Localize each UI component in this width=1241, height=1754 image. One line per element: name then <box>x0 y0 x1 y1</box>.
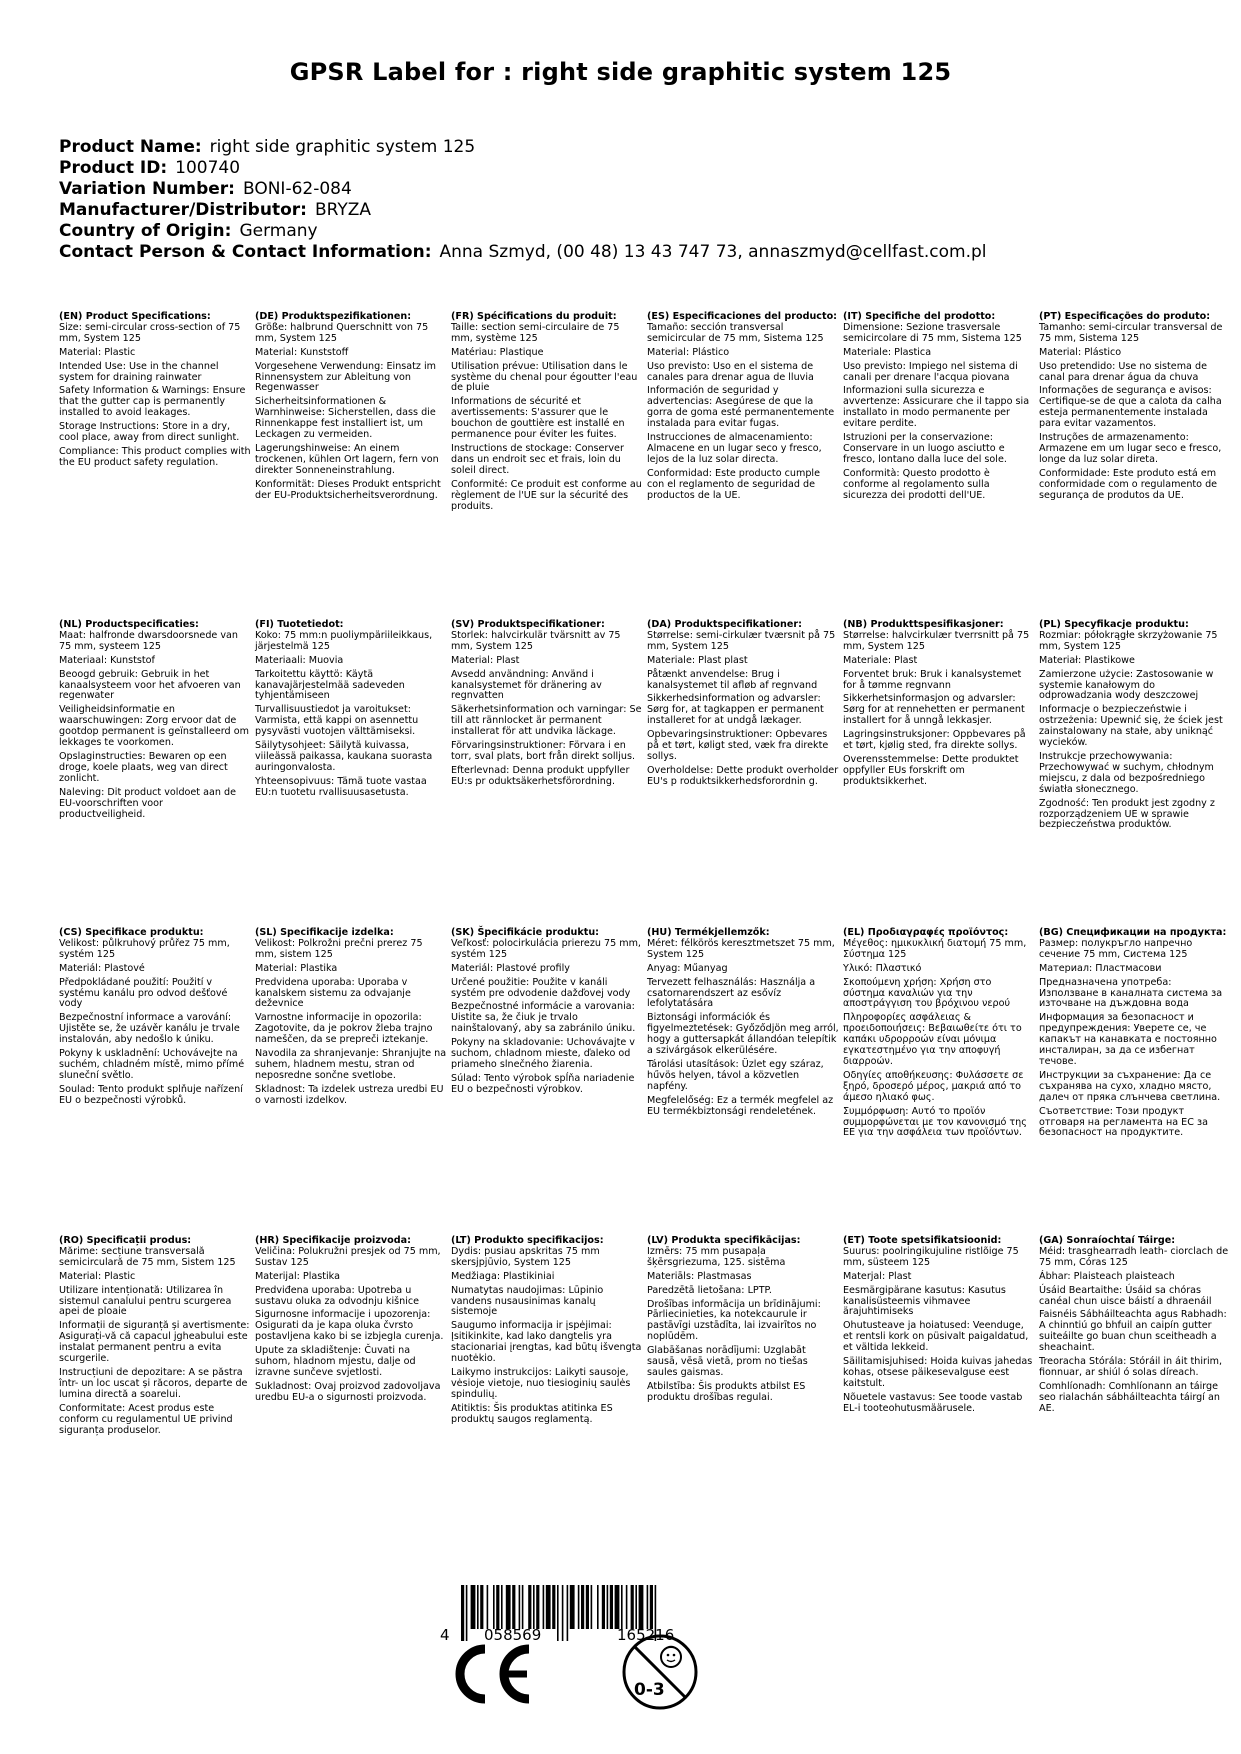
spec-item: Biztonsági információk és figyelmeztetések: Győződjön meg arról, hogy a guttersapkát állandóan telepítik a szivárgások elkerülésére. <box>647 1012 839 1057</box>
spec-item: Sukladnost: Ovaj proizvod zadovoljava uredbu EU-a o sigurnosti proizvoda. <box>255 1380 441 1403</box>
barcode-bar <box>586 1585 589 1629</box>
barcode-bar <box>501 1585 503 1629</box>
barcode-bar <box>570 1585 575 1629</box>
spec-item: Upute za skladištenje: Čuvati na suhom, hladnom mjestu, dalje od izravne sunčeve svjetlosti. <box>255 1345 416 1378</box>
spec-header: (GA) Sonraíochtaí Táirge: <box>1039 1235 1176 1246</box>
spec-header: (CS) Specifikace produktu: <box>59 927 204 938</box>
spec-item: Material: Plástico <box>1039 346 1122 358</box>
spec-item: Instructions de stockage: Conserver dans un endroit sec et frais, loin du soleil direct. <box>451 442 624 476</box>
spec-item: Opslaginstructies: Bewaren op een droge, koele plaats, weg van direct zonlicht. <box>59 750 228 784</box>
spec-item: Velikost: Polkrožni prečni prerez 75 mm, sistem 125 <box>255 937 423 960</box>
spec-item: Tervezett felhasználás: Használja a csatornarendszert az esővíz lefolytatására <box>647 976 816 1010</box>
spec-item: Информация за безопасност и предупреждения: Уверете се, че капакът на канавката е постоянно инсталиран, за да се избегнат течове. <box>1039 1012 1217 1067</box>
spec-item: Intended Use: Use in the channel system for draining rainwater <box>59 360 219 383</box>
spec-block <box>647 1236 843 1544</box>
info-value: BRYZA <box>314 200 371 220</box>
barcode-bar <box>635 1585 637 1629</box>
barcode-bar <box>528 1585 531 1629</box>
spec-item: Säilitamisjuhised: Hoida kuivas jahedas kohas, otsese päikesevalguse eest kaitstult. <box>843 1356 1033 1389</box>
spec-item: Předpokládané použití: Použití v systému kanálu pro odvod dešťové vody <box>59 976 228 1010</box>
barcode-bar <box>461 1585 464 1641</box>
spec-header: (SK) Špecifikácie produktu: <box>451 927 600 938</box>
barcode-bar <box>477 1585 479 1629</box>
spec-header: (HU) Termékjellemzők: <box>647 927 770 938</box>
barcode-bar <box>480 1585 483 1629</box>
spec-item: Informacje o bezpieczeństwie i ostrzeżenia: Upewnić się, że ściek jest zainstalowany na stałe, aby uniknąć wycieków. <box>1039 704 1223 749</box>
age-range-text: 0-3 <box>634 1680 665 1700</box>
barcode-bar <box>578 1585 580 1629</box>
spec-header: (FR) Spécifications du produit: <box>451 311 617 322</box>
spec-item: Utilizare intenționată: Utilizarea în sistemul canalului pentru scurgerea apei de ploaie <box>59 1284 232 1318</box>
spec-block <box>59 620 255 928</box>
spec-item: Conformidade: Este produto está em conformidade com o regulamento de segurança de produtos da UE. <box>1039 467 1218 501</box>
spec-item: Ábhar: Plaisteach plaisteach <box>1039 1270 1175 1282</box>
spec-item: Pokyny na skladovanie: Uchovávajte v suchom, chladnom mieste, ďaleko od priameho slnečného žiarenia. <box>451 1037 635 1070</box>
spec-row <box>59 1236 1239 1544</box>
spec-item: Materiale: Plast <box>843 654 918 666</box>
barcode-bar <box>519 1585 521 1629</box>
spec-item: Materiál: Plastové <box>59 962 145 974</box>
spec-item: Συμμόρφωση: Αυτό το προϊόν συμμορφώνεται με τον κανονισμό της ΕΕ για την ασφάλεια των προϊόντων. <box>843 1105 1027 1139</box>
barcode-bar <box>647 1585 649 1629</box>
info-row <box>59 242 987 263</box>
spec-block <box>59 928 255 1236</box>
spec-item: Tamaño: sección transversal semicircular de 75 mm, Sistema 125 <box>647 321 824 344</box>
spec-item: Comhlíonadh: Comhlíonann an táirge seo rialachán sábháilteachta táirgí an AE. <box>1039 1380 1220 1414</box>
spec-item: Υλικό: Πλαστικό <box>843 962 922 974</box>
spec-item: Atbilstība: Šis produkts atbilst ES produktu drošības regulai. <box>647 1380 806 1403</box>
barcode-bar <box>496 1585 499 1629</box>
spec-item: Storage Instructions: Store in a dry, cool place, away from direct sunlight. <box>59 421 240 444</box>
not-for-children-0-3-icon <box>621 1633 699 1711</box>
spec-item: Megfelelőség: Ez a termék megfelel az EU termékbiztonsági rendeletének. <box>647 1094 834 1117</box>
spec-row <box>59 620 1239 928</box>
spec-item: Съответствие: Този продукт отговаря на регламента на ЕС за безопасност на продуктите. <box>1039 1105 1208 1139</box>
spec-block <box>1039 620 1235 928</box>
spec-item: Material: Plástico <box>647 346 730 358</box>
spec-block <box>1039 1236 1235 1544</box>
spec-item: Drošības informācija un brīdinājumi: Pārliecinieties, ka notekcaurule ir pastāvīgi uzstādīta, lai izvairītos no noplūdēm. <box>647 1298 821 1343</box>
info-value: Anna Szmyd, (00 48) 13 43 747 73, annaszmyd@cellfast.com.pl <box>439 242 987 262</box>
spec-item: Atitiktis: Šis produktas atitinka ES produktų saugos reglamentą. <box>451 1402 613 1425</box>
barcode-bar <box>621 1585 623 1629</box>
spec-item: Vorgesehene Verwendung: Einsatz im Rinnensystem zur Ableitung von Regenwasser <box>255 360 437 394</box>
spec-item: Forventet bruk: Bruk i kanalsystemet for å tømme regnvann <box>843 668 1022 691</box>
spec-item: Veľkosť: polocirkulácia prierezu 75 mm, systém 125 <box>451 937 641 960</box>
spec-block <box>451 312 647 620</box>
spec-item: Conformidad: Este producto cumple con el reglamento de seguridad de productos de la UE. <box>647 467 820 501</box>
spec-item: Bezpečnostní informace a varování: Ujistěte se, že uzávěr kanálu je trvale instalován, aby nedošlo k úniku. <box>59 1012 240 1046</box>
spec-header: (DA) Produktspecifikationer: <box>647 619 802 630</box>
info-value: 100740 <box>175 158 241 178</box>
spec-item: Material: Plastic <box>59 346 136 358</box>
spec-block <box>255 620 451 928</box>
spec-item: Informações de segurança e avisos: Certifique-se de que a calota da calha esteja permanentemente instalada para evitar vazamentos. <box>1039 385 1222 430</box>
spec-header: (EL) Προδιαγραφές προϊόντος: <box>843 927 1009 938</box>
spec-item: Naleving: Dit product voldoet aan de EU-voorschriften voor productveiligheid. <box>59 786 236 820</box>
spec-item: Tarkoitettu käyttö: Käytä kanavajärjestelmää sadeveden tyhjentämiseen <box>255 668 405 702</box>
spec-item: Sicherheitsinformationen & Warnhinweise: Sicherstellen, dass die Rinnenkappe fest installiert ist, um Leckagen zu vermeiden. <box>255 396 436 441</box>
spec-item: Navodila za shranjevanje: Shranjujte na suhem, hladnem mestu, stran od neposredne sončne svetlobe. <box>255 1048 447 1081</box>
spec-item: Veiligheidsinformatie en waarschuwingen: Zorg ervoor dat de gootdop permanent is geïnstalleerd om lekkages te voorkomen. <box>59 704 249 749</box>
spec-item: Sigurnosne informacije i upozorenja: Osigurati da je kapa oluka čvrsto postavljena kako bi se izbjegla curenja. <box>255 1309 444 1343</box>
spec-item: Glabāšanas norādījumi: Uzglabāt sausā, vēsā vietā, prom no tiešas saules gaismas. <box>647 1345 808 1378</box>
spec-block <box>255 312 451 620</box>
spec-item: Taille: section semi-circulaire de 75 mm, système 125 <box>451 321 620 344</box>
specifications-grid <box>59 312 1239 1544</box>
spec-item: Förvaringsinstruktioner: Förvara i en torr, sval plats, bort från direkt solljus. <box>451 740 636 762</box>
spec-item: Yhteensopivuus: Tämä tuote vastaa EU:n tuotetu rvallisuusasetusta. <box>255 775 427 798</box>
spec-item: Bezpečnostné informácie a varovania: Uistite sa, že čiuk je trvalo nainštalovaný, aby sa zabránilo úniku. <box>451 1001 636 1035</box>
spec-header: (SL) Specifikacije izdelka: <box>255 927 394 938</box>
spec-item: Určené použitie: Použite v kanáli systém pre odvodenie dažďovej vody <box>451 976 631 999</box>
barcode-bar <box>626 1585 628 1629</box>
barcode-bar <box>512 1585 515 1629</box>
spec-item: Størrelse: halvcirkulær tverrsnitt på 75 mm, System 125 <box>843 629 1030 652</box>
spec-item: Overensstemmelse: Dette produktet oppfyller EUs forskrift om produktsikkerhet. <box>843 753 1019 787</box>
spec-item: Informazioni sulla sicurezza e avvertenze: Assicurare che il tappo sia installato in modo permanente per evitare perdite. <box>843 385 1030 430</box>
spec-item: Размер: полукръгло напречно сечение 75 mm, Система 125 <box>1039 937 1193 960</box>
spec-block <box>255 928 451 1236</box>
spec-item: Zamierzone użycie: Zastosowanie w systemie kanałowym do odprowadzania wody deszczowej <box>1039 668 1214 702</box>
barcode-bar <box>536 1585 539 1629</box>
spec-header: (NB) Produkttspesifikasjoner: <box>843 619 1004 630</box>
spec-item: Maat: halfronde dwarsdoorsnede van 75 mm, systeem 125 <box>59 629 238 652</box>
spec-row <box>59 928 1239 1236</box>
spec-item: Conformité: Ce produit est conforme au règlement de l'UE sur la sécurité des produits. <box>451 478 642 512</box>
spec-header: (EN) Product Specifications: <box>59 311 211 322</box>
barcode-bar <box>639 1585 644 1629</box>
spec-item: Conformità: Questo prodotto è conforme al regolamento sulla sicurezza dei prodotti dell'UE. <box>843 467 990 501</box>
barcode-bar <box>581 1585 584 1629</box>
spec-item: Instrucțiuni de depozitare: A se păstra într- un loc uscat și răcoros, departe de lumina directă a soarelui. <box>59 1366 248 1400</box>
barcode-bar <box>471 1585 476 1629</box>
spec-block <box>59 1236 255 1544</box>
barcode-bar <box>487 1585 489 1629</box>
spec-item: Lagerungshinweise: An einem trockenen, kühlen Ort lagern, fern von direkter Sonneneinstrahlung. <box>255 442 439 476</box>
spec-header: (RO) Specificații produs: <box>59 1235 192 1246</box>
info-row <box>59 137 987 158</box>
spec-item: Materiale: Plastica <box>843 346 932 358</box>
barcode-bar <box>543 1585 545 1629</box>
info-row <box>59 200 987 221</box>
spec-item: Overholdelse: Dette produkt overholder EU's p roduktsikkerhedsforordnin g. <box>647 764 839 787</box>
spec-block <box>647 928 843 1236</box>
spec-item: Säkerhetsinformation och varningar: Se till att rännlocket är permanent installerat för att undvika läckage. <box>451 704 642 738</box>
spec-item: Laikymo instrukcijos: Laikyti sausoje, vėsioje vietoje, nuo tiesioginių saulės spindulių. <box>451 1366 631 1400</box>
barcode-bar <box>615 1585 620 1629</box>
barcode-bar <box>650 1585 653 1629</box>
spec-item: Medžiaga: Plastikiniai <box>451 1270 555 1282</box>
spec-item: Conformitate: Acest produs este conform cu regulamentul UE privind siguranța produselor. <box>59 1402 233 1436</box>
barcode-digits: 058569 <box>484 1626 542 1641</box>
spec-header: (NL) Productspecificaties: <box>59 619 199 630</box>
spec-item: Pokyny k uskladnění: Uchovávejte na suchém, chladném místě, mimo přímé sluneční světlo. <box>59 1048 245 1081</box>
spec-item: Tárolási utasítások: Üzlet egy száraz, hűvös helyen, távol a közvetlen napfény. <box>647 1058 824 1092</box>
spec-item: Instrukcje przechowywania: Przechowywać w suchym, chłodnym miejscu, z dala od bezpośredniego światła słonecznego. <box>1039 750 1214 795</box>
spec-row <box>59 312 1239 620</box>
spec-item: Izmērs: 75 mm pusapaļa šķērsgriezuma, 125. sistēma <box>647 1245 786 1268</box>
spec-item: Säilytysohjeet: Säilytä kuivassa, viileässä paikassa, kaukana suorasta auringonvalosta. <box>255 740 433 773</box>
info-label: Product ID: <box>59 158 168 178</box>
spec-block <box>843 1236 1039 1544</box>
spec-item: Size: semi-circular cross-section of 75 mm, System 125 <box>59 321 241 344</box>
spec-item: Informations de sécurité et avertissements: S'assurer que le bouchon de gouttière est installé en permanence pour éviter les fuites. <box>451 396 625 441</box>
spec-header: (BG) Спецификации на продукта: <box>1039 927 1227 938</box>
spec-item: Utilisation prévue: Utilisation dans le système du chenal pour égoutter l'eau de pluie <box>451 360 638 394</box>
spec-item: Zgodność: Ten produkt jest zgodny z rozporządzeniem UE w sprawie bezpieczeństwa produktów. <box>1039 797 1215 831</box>
barcode-bar <box>552 1585 555 1629</box>
spec-header: (ET) Toote spetsifikatsioonid: <box>843 1235 1002 1246</box>
barcode-bar <box>506 1585 511 1629</box>
spec-block <box>1039 928 1235 1236</box>
spec-item: Dydis: pusiau apskritas 75 mm skersjpjūvio, System 125 <box>451 1245 600 1268</box>
spec-item: Efterlevnad: Denna produkt uppfyller EU:s pr oduktsäkerhetsförordning. <box>451 764 630 787</box>
spec-header: (SV) Produktspecifikationer: <box>451 619 605 630</box>
spec-item: Avsedd användning: Använd i kanalsystemet för dränering av regnvatten <box>451 668 602 702</box>
barcode-bar <box>610 1585 613 1629</box>
barcode-bar <box>607 1585 609 1629</box>
spec-item: Anyag: Műanyag <box>647 962 728 974</box>
spec-item: Materijal: Plastika <box>255 1270 340 1282</box>
barcode-bar <box>602 1585 605 1629</box>
info-value: BONI-62-084 <box>242 179 352 199</box>
barcode-bar <box>631 1585 634 1629</box>
spec-item: Material: Kunststoff <box>255 346 349 358</box>
barcode-bar <box>546 1585 551 1629</box>
barcode-bar <box>493 1585 495 1629</box>
ce-mark-icon <box>449 1643 535 1705</box>
spec-item: Предназначена употреба: Използване в каналната система за източване на дъждовна вода <box>1039 976 1223 1010</box>
barcode-bar <box>567 1585 569 1641</box>
spec-item: Saugumo informacija ir įspėjimai: Įsitikinkite, kad lako dangtelis yra stacionariai įrengtas, kad būtų išvengta nuotėkio. <box>451 1320 642 1365</box>
spec-item: Größe: halbrund Querschnitt von 75 mm, System 125 <box>255 321 429 344</box>
spec-block <box>843 620 1039 928</box>
spec-block <box>843 928 1039 1236</box>
spec-header: (PT) Especificações do produto: <box>1039 311 1211 322</box>
spec-item: Eesmärgipärane kasutus: Kasutus kanalisüsteemis vihmavee ärajuhtimiseks <box>843 1284 1006 1318</box>
spec-item: Úsáid Beartaithe: Úsáid sa chóras canéal chun uisce báistí a dhraenáil <box>1039 1284 1212 1307</box>
spec-header: (DE) Produktspezifikationen: <box>255 311 412 322</box>
info-label: Manufacturer/Distributor: <box>59 200 307 220</box>
spec-item: Materiaal: Kunststof <box>59 654 155 666</box>
spec-item: Materiał: Plastikowe <box>1039 654 1135 666</box>
spec-item: Skladnost: Ta izdelek ustreza uredbi EU o varnosti izdelkov. <box>255 1083 444 1106</box>
spec-item: Sikkerhedsinformation og advarsler: Sørg for, at tagkappen er permanent installeret for at undgå lækager. <box>647 693 824 727</box>
spec-item: Méid: trasghearradh leath- ciorclach de 75 mm, Córas 125 <box>1039 1245 1229 1268</box>
spec-item: Påtænkt anvendelse: Brug i kanalsystemet til afløb af regnvand <box>647 668 818 691</box>
spec-block <box>59 312 255 620</box>
info-label: Country of Origin: <box>59 221 232 241</box>
spec-item: Compliance: This product complies with the EU product safety regulation. <box>59 445 251 468</box>
spec-item: Instruções de armazenamento: Armazene em um lugar seco e fresco, longe da luz solar direta. <box>1039 432 1222 465</box>
spec-item: Instrucciones de almacenamiento: Almacene en un lugar seco y fresco, lejos de la luz solar directa. <box>647 432 822 465</box>
spec-block <box>451 928 647 1236</box>
spec-item: Uso previsto: Uso en el sistema de canales para drenar agua de lluvia <box>647 360 814 383</box>
spec-item: Lagringsinstruksjoner: Oppbevares på et tørt, kjølig sted, fra direkte sollys. <box>843 729 1026 752</box>
info-value: right side graphitic system 125 <box>209 137 476 157</box>
spec-item: Uso previsto: Impiego nel sistema di canali per drenare l'acqua piovana <box>843 360 1018 383</box>
barcode-digits: 165216 <box>617 1626 675 1641</box>
spec-item: Materiāls: Plastmasas <box>647 1270 752 1282</box>
barcode-bar <box>522 1585 524 1629</box>
spec-item: Σκοπούμενη χρήση: Χρήση στο σύστημα καναλιών για την αποστράγγιση του βρόχινου νερού <box>843 976 1011 1010</box>
spec-item: Koko: 75 mm:n puoliympäriileikkaus, järjestelmä 125 <box>255 629 433 652</box>
spec-header: (IT) Specifiche del prodotto: <box>843 311 996 322</box>
info-row <box>59 158 987 179</box>
spec-item: Μέγεθος: ημικυκλική διατομή 75 mm, Σύστημα 125 <box>843 937 1027 960</box>
spec-item: Matériau: Plastique <box>451 346 544 358</box>
spec-item: Súlad: Tento výrobok spĺňa nariadenie EU o bezpečnosti výrobkov. <box>451 1072 635 1095</box>
barcode-bar <box>466 1585 468 1641</box>
spec-item: Nõuetele vastavus: See toode vastab EL-i tooteohutusmäärusele. <box>843 1391 1023 1414</box>
spec-item: Mărime: secțiune transversală semicirculară de 75 mm, Sistem 125 <box>59 1245 236 1268</box>
spec-item: Méret: félkörös keresztmetszet 75 mm, System 125 <box>647 937 835 960</box>
spec-item: Paredzētā lietošana: LPTP. <box>647 1284 772 1296</box>
spec-item: Materiale: Plast plast <box>647 654 748 666</box>
spec-item: Informații de siguranță și avertismente: Asigurați-vă că capacul jgheabului este instalat permanent pentru a evita scurgerile. <box>59 1320 250 1365</box>
spec-block <box>843 312 1039 620</box>
spec-item: Material: Plast <box>451 654 520 666</box>
spec-item: Materiál: Plastové profily <box>451 962 570 974</box>
spec-item: Predviđena uporaba: Upotreba u sustavu oluka za odvodnju kišnice <box>255 1284 420 1307</box>
spec-item: Materjal: Plast <box>843 1270 912 1282</box>
spec-header: (HR) Specifikacije proizvoda: <box>255 1235 411 1246</box>
spec-item: Istruzioni per la conservazione: Conservare in un luogo asciutto e fresco, lontano dalla luce del sole. <box>843 432 1007 465</box>
info-row <box>59 179 987 200</box>
barcode-digits: 4 <box>440 1626 450 1641</box>
barcode-bar <box>533 1585 535 1629</box>
spec-item: Sikkerhetsinformasjon og advarsler: Sørg for at rennehetten er permanent installert for å unngå lekkasjer. <box>843 693 1025 727</box>
spec-item: Material: Plastic <box>59 1270 136 1282</box>
info-label: Contact Person & Contact Information: <box>59 242 432 262</box>
barcode-bar <box>591 1585 593 1629</box>
spec-item: Predvidena uporaba: Uporaba v kanalskem sistemu za odvajanje deževnice <box>255 976 411 1010</box>
spec-item: Faisnéis Sábháilteachta agus Rabhadh: A chinntiú go bhfuil an caipín gutter suiteáilte go buan chun sceitheadh a sheachaint. <box>1039 1309 1227 1354</box>
spec-item: Treoracha Stórála: Stóráil in áit thirim, fionnuar, ar shiúl ó solas díreach. <box>1039 1356 1223 1378</box>
spec-block <box>647 312 843 620</box>
spec-item: Størrelse: semi-cirkulær tværsnit på 75 mm, System 125 <box>647 629 836 652</box>
spec-item: Numatytas naudojimas: Lūpinio vandens nusausinimas kanalų sistemoje <box>451 1284 604 1318</box>
info-value: Germany <box>239 221 318 241</box>
spec-header: (ES) Especificaciones del producto: <box>647 311 838 322</box>
spec-item: Material: Plastika <box>255 962 338 974</box>
barcode-bar <box>597 1585 599 1629</box>
spec-item: Beoogd gebruik: Gebruik in het kanaalsysteem voor het afvoeren van regenwater <box>59 668 241 702</box>
spec-item: Οδηγίες αποθήκευσης: Φυλάσσετε σε ξηρό, δροσερό μέρος, μακριά από το άμεσο ηλιακό φως. <box>843 1069 1024 1103</box>
spec-item: Dimensione: Sezione trasversale semicircolare di 75 mm, Sistema 125 <box>843 321 1022 344</box>
spec-item: Turvallisuustiedot ja varoitukset: Varmista, että kappi on asennettu pysyvästi vuotojen välttämiseksi. <box>255 704 419 738</box>
spec-item: Материал: Пластмасови <box>1039 962 1162 974</box>
spec-block <box>647 620 843 928</box>
spec-block <box>255 1236 451 1544</box>
spec-header: (LV) Produkta specifikācijas: <box>647 1235 801 1246</box>
spec-item: Varnostne informacije in opozorila: Zagotovite, da je pokrov žleba trajno nameščen, da se prepreči iztekanje. <box>255 1012 433 1046</box>
spec-item: Veličina: Polukružni presjek od 75 mm, Sustav 125 <box>255 1245 441 1268</box>
spec-block <box>1039 312 1235 620</box>
spec-header: (PL) Specyfikacje produktu: <box>1039 619 1189 630</box>
spec-item: Uso pretendido: Use no sistema de canal para drenar água da chuva <box>1039 360 1207 383</box>
spec-item: Инструкции за съхранение: Да се съхранява на сухо, хладно място, далеч от пряка слънчева светлина. <box>1039 1069 1221 1103</box>
spec-block <box>451 1236 647 1544</box>
info-label: Variation Number: <box>59 179 235 199</box>
page-title: GPSR Label for : right side graphitic system 125 <box>289 58 952 86</box>
product-info <box>59 137 987 263</box>
spec-header: (FI) Tuotetiedot: <box>255 619 344 630</box>
spec-item: Rozmiar: półokrągłe skrzyżowanie 75 mm, System 125 <box>1039 629 1218 652</box>
barcode-bar <box>562 1585 564 1641</box>
spec-item: Soulad: Tento produkt splňuje nařízení EU o bezpečnosti výrobků. <box>59 1083 243 1106</box>
spec-item: Suurus: poolringikujuline ristlõige 75 mm, süsteem 125 <box>843 1245 1019 1268</box>
spec-item: Ohutusteave ja hoiatused: Veenduge, et rentsli kork on püsivalt paigaldatud, et vältida lekkeid. <box>843 1320 1029 1354</box>
spec-item: Konformität: Dieses Produkt entspricht der EU-Produktsicherheitsverordnung. <box>255 478 441 501</box>
spec-item: Πληροφορίες ασφάλειας & προειδοποιήσεις: Βεβαιωθείτε ότι το καπάκι υδρορροών είναι μόνιμα εγκατεστημένο για την αποφυγή διαρροών. <box>843 1012 1022 1067</box>
spec-item: Storlek: halvcirkulär tvärsnitt av 75 mm, System 125 <box>451 629 621 652</box>
spec-item: Safety Information & Warnings: Ensure that the gutter cap is permanently installed to avoid leakages. <box>59 385 246 419</box>
spec-item: Tamanho: semi-circular transversal de 75 mm, Sistema 125 <box>1039 321 1223 344</box>
spec-item: Materiaali: Muovia <box>255 654 344 666</box>
info-label: Product Name: <box>59 137 202 157</box>
info-row <box>59 221 987 242</box>
barcode-bar <box>557 1585 559 1641</box>
spec-block <box>451 620 647 928</box>
spec-item: Velikost: půlkruhový průřez 75 mm, systém 125 <box>59 937 230 960</box>
spec-item: Información de seguridad y advertencias: Asegúrese de que la gorra de goma esté permanentemente instalada para evitar fugas. <box>647 385 835 430</box>
spec-header: (LT) Produkto specifikacijos: <box>451 1235 604 1246</box>
spec-item: Opbevaringsinstruktioner: Opbevares på et tørt, køligt sted, væk fra direkte sollys. <box>647 729 829 762</box>
